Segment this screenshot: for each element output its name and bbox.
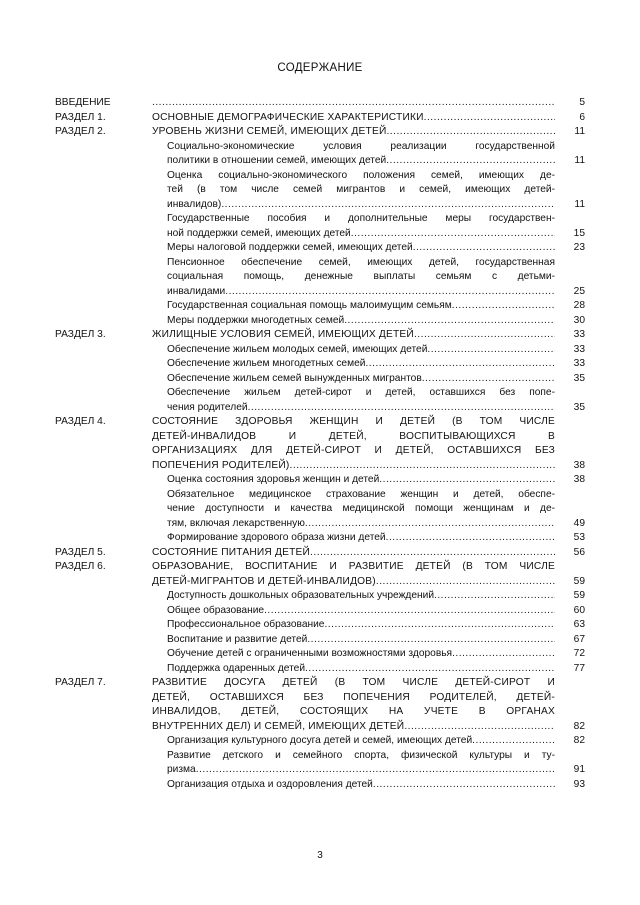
toc-entry-text: политики в отношении семей, имеющих детей <box>167 155 387 166</box>
toc-entry-text-line: Оценка социально-экономического положения семей, имеющих де- <box>167 169 555 181</box>
dot-leader <box>305 517 555 532</box>
toc-subsection-entry[interactable] <box>55 343 585 358</box>
toc-entry-text-line: ИНВАЛИДОВ, ДЕТЕЙ, СОСТОЯЩИХ НА УЧЕТЕ В ОРГАНАХ <box>152 706 555 717</box>
toc-entry-text: тям, включая лекарственную <box>167 517 305 529</box>
toc-section-entry[interactable] <box>55 415 585 473</box>
toc-page-number: 72 <box>573 648 585 659</box>
dot-leader <box>225 285 555 300</box>
toc-entry-text-line: ОБРАЗОВАНИЕ, ВОСПИТАНИЕ И РАЗВИТИЕ ДЕТЕЙ (В ТОМ ЧИСЛЕ <box>152 561 555 572</box>
toc-entry-text-line: социальная помощь, денежные выплаты семьям с детьми- <box>167 271 555 282</box>
dot-leader <box>472 734 555 749</box>
toc-page-number: 56 <box>573 546 585 558</box>
dot-leader <box>373 778 555 793</box>
toc-entry-text: ОСНОВНЫЕ ДЕМОГРАФИЧЕСКИЕ ХАРАКТЕРИСТИКИ <box>152 111 424 123</box>
toc-page-number: 38 <box>573 474 585 485</box>
toc-section-label: РАЗДЕЛ 5. <box>55 546 106 558</box>
toc-page-number: 82 <box>573 735 585 746</box>
dot-leader <box>386 154 555 169</box>
toc-subsection-entry[interactable] <box>55 212 585 241</box>
dot-leader <box>452 647 555 662</box>
toc-entry-text-line: СОСТОЯНИЕ ЗДОРОВЬЯ ЖЕНЩИН И ДЕТЕЙ (В ТОМ ЧИСЛЕ <box>152 416 555 427</box>
toc-page-number: 11 <box>574 126 585 137</box>
toc-section-label: РАЗДЕЛ 3. <box>55 329 106 340</box>
dot-leader <box>196 763 555 778</box>
toc-page-number: 25 <box>573 285 585 297</box>
toc-entry-text-line: Развитие детского и семейного спорта, физической культуры и ту- <box>167 749 555 761</box>
dot-leader <box>376 575 555 590</box>
dot-leader <box>424 111 555 126</box>
toc-page-number: 35 <box>573 372 585 384</box>
toc-entry-text: УРОВЕНЬ ЖИЗНИ СЕМЕЙ, ИМЕЮЩИХ ДЕТЕЙ <box>152 126 387 137</box>
toc-entry-text: Меры поддержки многодетных семей <box>167 314 345 326</box>
toc-entry-text: ризма <box>167 764 196 775</box>
toc-page-number: 23 <box>573 242 585 253</box>
toc-page-number: 93 <box>573 778 585 790</box>
toc-page-number: 59 <box>573 590 585 601</box>
dot-leader <box>221 198 555 213</box>
toc-page-number: 60 <box>573 604 585 616</box>
toc-page-number: 33 <box>573 358 585 369</box>
toc-page-number: 30 <box>573 314 585 326</box>
toc-page-number: 53 <box>573 532 585 543</box>
toc-entry-text: Поддержка одаренных детей <box>167 662 306 674</box>
dot-leader <box>434 589 555 604</box>
toc-subsection-entry[interactable] <box>55 662 585 677</box>
toc-entry-text: СОСТОЯНИЕ ПИТАНИЯ ДЕТЕЙ <box>152 546 311 558</box>
toc-entry-text: Организация отдыха и оздоровления детей <box>167 778 373 790</box>
toc-subsection-entry[interactable] <box>55 749 585 778</box>
dot-leader <box>386 125 555 140</box>
toc-entry-text: Организация культурного досуга детей и семей, имеющих детей <box>167 735 473 746</box>
toc-section-entry[interactable] <box>55 125 585 140</box>
dot-leader <box>365 357 555 372</box>
toc-page-number: 59 <box>573 575 585 587</box>
toc-subsection-entry[interactable] <box>55 618 585 633</box>
toc-page-number: 28 <box>573 300 585 311</box>
toc-subsection-entry[interactable] <box>55 372 585 387</box>
toc-entry-text: Доступность дошкольных образовательных учреждений <box>167 590 435 601</box>
dot-leader <box>248 401 555 416</box>
page-title: СОДЕРЖАНИЕ <box>277 62 363 74</box>
dot-leader <box>414 328 555 343</box>
toc-page-number: 38 <box>573 459 585 471</box>
toc-page-number: 11 <box>574 155 585 166</box>
toc-section-entry[interactable] <box>55 328 585 343</box>
toc-entry-text: Формирование здорового образа жизни детей <box>167 532 386 543</box>
toc-page-number: 33 <box>573 329 585 340</box>
toc-page-number: 15 <box>573 227 585 239</box>
toc-entry-text-line: Обязательное медицинское страхование женщин и детей, обеспе- <box>167 488 555 500</box>
toc-subsection-entry[interactable] <box>55 531 585 546</box>
toc-entry-text: инвалидов) <box>167 198 222 210</box>
toc-subsection-entry[interactable] <box>55 647 585 662</box>
toc-section-label: ВВЕДЕНИЕ <box>55 97 111 108</box>
dot-leader <box>351 227 555 242</box>
toc-entry-text-line: тей (в том числе семей мигрантов и семей, имеющих детей- <box>167 184 555 195</box>
toc-subsection-entry[interactable] <box>55 386 585 415</box>
toc-subsection-entry[interactable] <box>55 633 585 648</box>
dot-leader <box>290 459 555 474</box>
toc-entry-text-line: Пенсионное обеспечение семей, имеющих детей, государственная <box>167 256 555 268</box>
toc-section-entry[interactable] <box>55 111 585 126</box>
dot-leader <box>307 633 555 648</box>
toc-page-number: 67 <box>573 633 585 645</box>
toc-entry-text: Оценка состояния здоровья женщин и детей <box>167 474 380 485</box>
toc-subsection-entry[interactable] <box>55 604 585 619</box>
toc-subsection-entry[interactable] <box>55 241 585 256</box>
toc-page-number: 6 <box>579 111 585 123</box>
toc-entry-text-line: чение доступности и качества медицинской помощи женщинам и де- <box>167 503 555 514</box>
toc-page-number: 33 <box>573 343 585 355</box>
toc-entry-text: Воспитание и развитие детей <box>167 633 308 645</box>
toc-entry-text-line: Обеспечение жильем детей-сирот и детей, оставшихся без попе- <box>167 387 555 398</box>
table-of-contents <box>55 96 585 792</box>
toc-entry-text-line: РАЗВИТИЕ ДОСУГА ДЕТЕЙ (В ТОМ ЧИСЛЕ ДЕТЕЙ-СИРОТ И <box>152 677 555 688</box>
toc-entry-text: ВНУТРЕННИХ ДЕЛ) И СЕМЕЙ, ИМЕЮЩИХ ДЕТЕЙ <box>152 720 405 732</box>
toc-entry-text: Меры налоговой поддержки семей, имеющих детей <box>167 242 413 253</box>
toc-entry-text: инвалидами <box>167 285 226 297</box>
toc-subsection-entry[interactable] <box>55 488 585 532</box>
toc-page-number: 49 <box>573 517 585 529</box>
dot-leader <box>305 662 555 677</box>
dot-leader <box>413 241 555 256</box>
toc-section-entry[interactable] <box>55 96 585 111</box>
toc-entry-text: Обучение детей с ограниченными возможностями здоровья <box>167 648 453 659</box>
dot-leader <box>379 473 555 488</box>
dot-leader <box>452 299 555 314</box>
toc-entry-text: ДЕТЕЙ-МИГРАНТОВ И ДЕТЕЙ-ИНВАЛИДОВ) <box>152 575 376 587</box>
toc-entry-text-line: Государственные пособия и дополнительные меры государствен- <box>167 213 555 224</box>
toc-page-number: 77 <box>573 662 585 674</box>
toc-entry-text: ЖИЛИЩНЫЕ УСЛОВИЯ СЕМЕЙ, ИМЕЮЩИХ ДЕТЕЙ <box>152 329 414 340</box>
toc-entry-text-line: Социально-экономические условия реализации государственной <box>167 140 555 152</box>
toc-section-entry[interactable] <box>55 560 585 589</box>
toc-page-number: 5 <box>579 97 585 108</box>
toc-subsection-entry[interactable] <box>55 778 585 793</box>
dot-leader <box>344 314 555 329</box>
toc-section-entry[interactable] <box>55 676 585 734</box>
dot-leader <box>404 720 555 735</box>
toc-subsection-entry[interactable] <box>55 314 585 329</box>
toc-subsection-entry[interactable] <box>55 256 585 300</box>
toc-entry-text: Государственная социальная помощь малоимущим семьям <box>167 300 452 311</box>
toc-entry-text: ной поддержки семей, имеющих детей <box>167 227 351 239</box>
toc-subsection-entry[interactable] <box>55 734 585 749</box>
toc-subsection-entry[interactable] <box>55 299 585 314</box>
toc-page-number: 11 <box>574 198 585 210</box>
dot-leader <box>386 531 555 546</box>
dot-leader <box>152 96 555 111</box>
dot-leader <box>264 604 555 619</box>
page-number: 3 <box>317 850 323 861</box>
dot-leader <box>427 343 555 358</box>
toc-entry-text: Обеспечение жильем молодых семей, имеющих детей <box>167 343 428 355</box>
toc-page-number: 63 <box>573 619 585 630</box>
toc-entry-text: ПОПЕЧЕНИЯ РОДИТЕЛЕЙ) <box>152 459 290 471</box>
toc-subsection-entry[interactable] <box>55 589 585 604</box>
toc-subsection-entry[interactable] <box>55 473 585 488</box>
toc-section-entry[interactable] <box>55 546 585 561</box>
toc-subsection-entry[interactable] <box>55 169 585 213</box>
toc-section-label: РАЗДЕЛ 2. <box>55 126 106 137</box>
toc-section-label: РАЗДЕЛ 7. <box>55 677 106 688</box>
toc-page-number: 35 <box>573 401 585 413</box>
toc-entry-text: Профессиональное образование <box>167 619 325 630</box>
toc-entry-text: чения родителей <box>167 401 248 413</box>
toc-entry-text: Общее образование <box>167 604 265 616</box>
toc-section-label: РАЗДЕЛ 6. <box>55 561 106 572</box>
toc-section-label: РАЗДЕЛ 1. <box>55 111 106 123</box>
toc-page-number: 91 <box>573 764 585 775</box>
toc-entry-text-line: ДЕТЕЙ, ОСТАВШИХСЯ БЕЗ ПОПЕЧЕНИЯ РОДИТЕЛЕЙ, ДЕТЕЙ- <box>152 691 555 703</box>
toc-entry-text-line: ОРГАНИЗАЦИЯХ ДЛЯ ДЕТЕЙ-СИРОТ И ДЕТЕЙ, ОСТАВШИХСЯ БЕЗ <box>152 445 555 456</box>
dot-leader <box>422 372 555 387</box>
toc-subsection-entry[interactable] <box>55 357 585 372</box>
toc-entry-text: Обеспечение жильем семей вынужденных мигрантов <box>167 372 422 384</box>
toc-section-label: РАЗДЕЛ 4. <box>55 416 106 427</box>
toc-entry-text: Обеспечение жильем многодетных семей <box>167 358 366 369</box>
toc-entry-text-line: ДЕТЕЙ-ИНВАЛИДОВ И ДЕТЕЙ, ВОСПИТЫВАЮЩИХСЯ В <box>152 430 555 442</box>
dot-leader <box>324 618 555 633</box>
toc-subsection-entry[interactable] <box>55 140 585 169</box>
dot-leader <box>310 546 555 561</box>
toc-page-number: 82 <box>573 720 585 732</box>
